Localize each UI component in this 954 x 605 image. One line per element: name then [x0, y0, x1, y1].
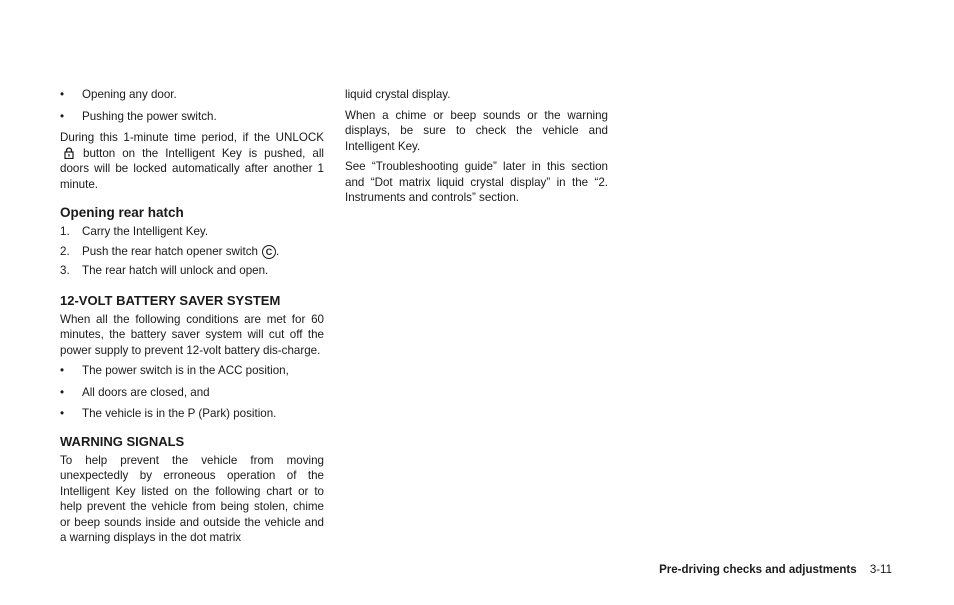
list-item: 3. The rear hatch will unlock and open. — [60, 264, 269, 277]
list-item: 2. Push the rear hatch opener switch C . — [60, 244, 280, 258]
rear-hatch-heading: Opening rear hatch — [60, 205, 184, 220]
list-item: • Opening any door. — [60, 88, 177, 101]
unlock-paragraph: During this 1-minute time period, if the UNLOCK button on the Intelligent Key is pushed, all doors will be locked automatically after another 1 minute. — [60, 131, 324, 191]
list-item: 1. Carry the Intelligent Key. — [60, 225, 209, 238]
paragraph: When a chime or beep sounds or the warning displays, be sure to check the vehicle and Intelligent Key. — [345, 108, 608, 153]
bullet-icon: • — [60, 109, 65, 123]
paragraph: See “Troubleshooting guide” later in this section and “Dot matrix liquid crystal display” in the “2. Instruments and controls” section. — [345, 160, 608, 204]
list-item: • All doors are closed, and — [60, 385, 210, 399]
warning-signals-body: To help prevent the vehicle from moving unexpectedly by erroneous operation of the Intelligent Key listed on the following chart or to help prevent the vehicle from being stolen, chime or beep sounds inside and outside the vehicle and a warning displays in the dot matrix — [60, 453, 324, 544]
callout-c-icon: C — [262, 245, 276, 259]
list-item: • The power switch is in the ACC position, — [60, 364, 289, 377]
bullet-icon: • — [60, 407, 65, 420]
footer-section-title: Pre-driving checks and adjustments — [659, 564, 857, 576]
battery-saver-intro: When all the following conditions are met for 60 minutes, the battery saver system will cut off the power supply to prevent 12-volt battery dis-charge. — [60, 312, 324, 357]
right-column — [345, 87, 608, 211]
left-column — [60, 87, 324, 551]
lock-icon — [64, 147, 74, 159]
warning-signals-heading: WARNING SIGNALS — [60, 433, 185, 449]
list-item: • Pushing the power switch. — [60, 109, 217, 123]
paragraph: liquid crystal display. — [345, 88, 451, 101]
page-number: 3-11 — [869, 564, 892, 576]
bullet-icon: • — [60, 88, 65, 101]
bullet-icon: • — [60, 364, 65, 377]
page-footer — [659, 563, 892, 579]
bullet-icon: • — [60, 385, 65, 399]
battery-saver-heading: 12-VOLT BATTERY SAVER SYSTEM — [60, 292, 281, 308]
list-item: • The vehicle is in the P (Park) position. — [60, 407, 277, 420]
